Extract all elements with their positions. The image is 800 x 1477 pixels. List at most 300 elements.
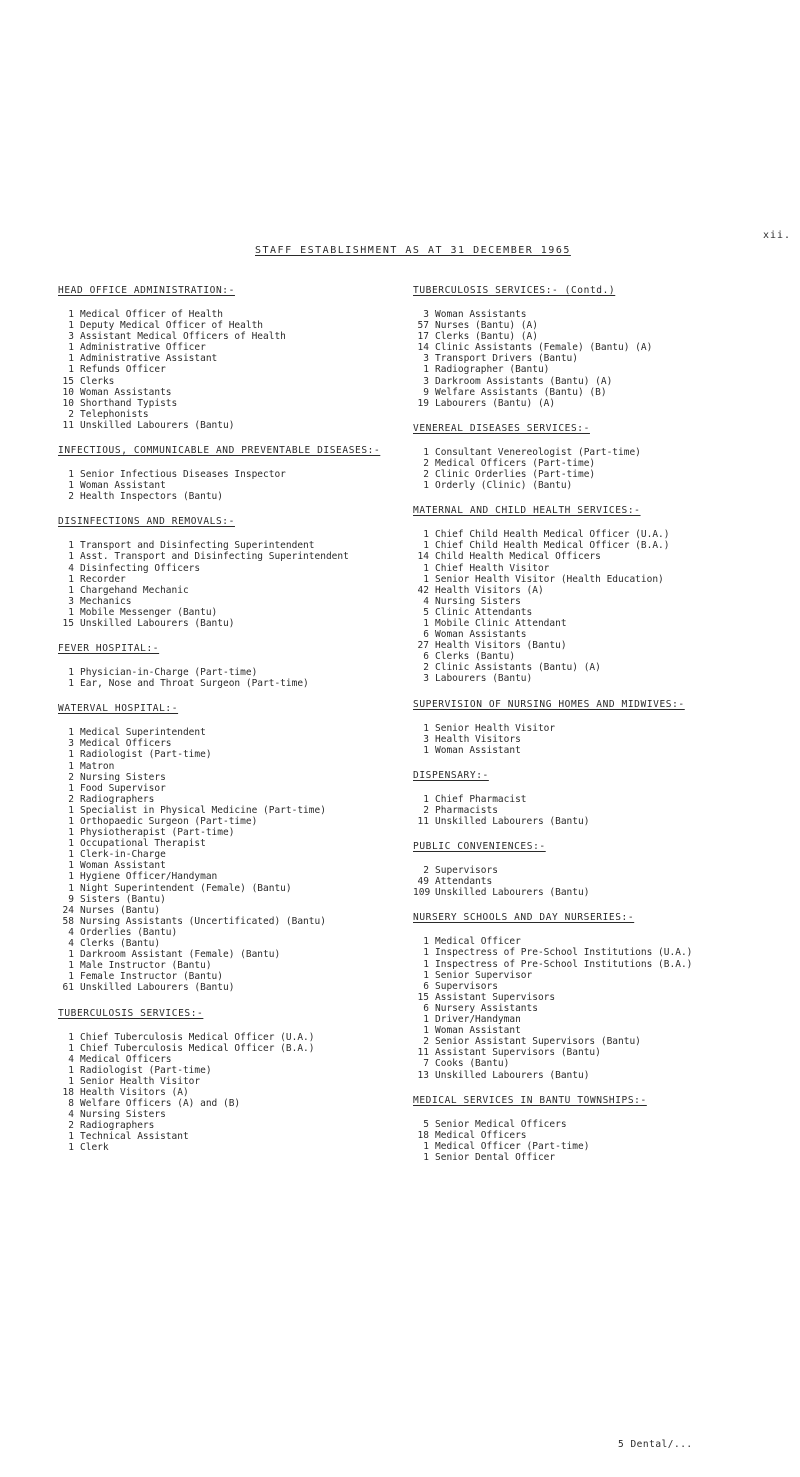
staff-position: Woman Assistant [435, 744, 521, 756]
staff-position: Driver/Handyman [435, 1014, 521, 1026]
staff-position: Orderly (Clinic) (Bantu) [435, 480, 573, 492]
staff-entry [58, 838, 408, 849]
staff-entry [413, 529, 798, 540]
staff-position: Darkroom Assistants (Bantu) (A) [435, 375, 613, 387]
staff-entry [413, 936, 798, 947]
staff-position: Health Visitors (Bantu) [435, 640, 567, 652]
staff-entry [58, 982, 408, 993]
staff-entry [58, 540, 408, 551]
staff-entry [58, 574, 408, 585]
staff-entry [58, 409, 408, 420]
staff-count: 1 [423, 722, 429, 734]
staff-entry [413, 794, 798, 805]
staff-position: Labourers (Bantu) [435, 673, 533, 685]
staff-position: Health Visitors [435, 733, 521, 745]
staff-entry [413, 1025, 798, 1036]
staff-position: Assistant Supervisors [435, 991, 556, 1003]
right-column [413, 285, 798, 1177]
staff-entry [58, 1032, 408, 1043]
staff-entry [58, 353, 408, 364]
staff-count: 1 [68, 1075, 74, 1087]
staff-count: 1 [68, 949, 74, 961]
staff-position: Senior Medical Officers [435, 1118, 567, 1130]
staff-position: Clinic Attendants [435, 606, 533, 618]
section-heading: INFECTIOUS, COMMUNICABLE AND PREVENTABLE DISEASES:- [58, 445, 381, 457]
staff-entry [413, 981, 798, 992]
staff-position: Chief Tuberculosis Medical Officer (U.A.) [80, 1031, 315, 1043]
staff-count: 3 [423, 375, 429, 387]
staff-entry [413, 1014, 798, 1025]
staff-count: 4 [68, 562, 74, 574]
staff-count: 2 [423, 1036, 429, 1048]
staff-entry [413, 723, 798, 734]
staff-entry [58, 678, 408, 689]
staff-entry [413, 1119, 798, 1130]
staff-count: 1 [68, 678, 74, 690]
staff-position: Unskilled Labourers (Bantu) [80, 419, 235, 431]
staff-count: 1 [423, 446, 429, 458]
staff-count: 1 [68, 871, 74, 883]
staff-entry [413, 342, 798, 353]
staff-entry [58, 364, 408, 375]
staff-entry [58, 827, 408, 838]
staff-entry [413, 673, 798, 684]
staff-position: Clerks (Bantu) [435, 651, 516, 663]
staff-count: 1 [423, 1025, 429, 1037]
staff-count: 1 [68, 364, 74, 376]
staff-count: 1 [68, 540, 74, 552]
staff-entry [413, 574, 798, 585]
staff-position: Medical Officers (Part-time) [435, 457, 596, 469]
staff-position: Supervisors [435, 865, 498, 877]
staff-position: Clerks (Bantu) (A) [435, 331, 538, 343]
staff-position: Deputy Medical Officer of Health [80, 320, 264, 332]
staff-entry [58, 1054, 408, 1065]
staff-entry [413, 662, 798, 673]
staff-count: 2 [423, 457, 429, 469]
staff-section [413, 285, 798, 409]
staff-entry [413, 876, 798, 887]
staff-entry [413, 1047, 798, 1058]
staff-position: Labourers (Bantu) (A) [435, 397, 556, 409]
staff-entry [413, 992, 798, 1003]
staff-position: Administrative Assistant [80, 353, 218, 365]
staff-count: 1 [423, 1014, 429, 1026]
staff-count: 1 [423, 364, 429, 376]
staff-position: Chief Child Health Medical Officer (U.A.) [435, 529, 670, 541]
staff-entry [413, 469, 798, 480]
staff-count: 1 [68, 960, 74, 972]
staff-entry [58, 1109, 408, 1120]
staff-entry [58, 480, 408, 491]
staff-position: Welfare Assistants (Bantu) (B) [435, 386, 607, 398]
staff-position: Chief Health Visitor [435, 562, 550, 574]
staff-section [58, 703, 408, 993]
staff-position: Clinic Assistants (Bantu) (A) [435, 662, 601, 674]
staff-position: Nursing Sisters [435, 595, 521, 607]
staff-count: 1 [423, 617, 429, 629]
staff-entry [413, 309, 798, 320]
staff-position: Cooks (Bantu) [435, 1058, 510, 1070]
staff-position: Unskilled Labourers (Bantu) [435, 887, 590, 899]
staff-count: 1 [68, 827, 74, 839]
staff-count: 27 [417, 640, 429, 652]
staff-position: Radiologist (Part-time) [80, 1064, 212, 1076]
staff-count: 5 [423, 606, 429, 618]
staff-count: 2 [68, 408, 74, 420]
left-column [58, 285, 408, 1168]
staff-count: 8 [68, 1098, 74, 1110]
staff-position: Clerk [80, 1142, 109, 1154]
staff-section [413, 505, 798, 684]
staff-position: Unskilled Labourers (Bantu) [80, 982, 235, 994]
staff-position: Radiologist (Part-time) [80, 749, 212, 761]
staff-position: Radiographer (Bantu) [435, 364, 550, 376]
staff-count: 4 [68, 926, 74, 938]
staff-entry [58, 667, 408, 678]
staff-entry [413, 364, 798, 375]
staff-position: Chief Tuberculosis Medical Officer (B.A.) [80, 1042, 315, 1054]
staff-position: Chargehand Mechanic [80, 584, 189, 596]
staff-entry [58, 376, 408, 387]
section-heading: HEAD OFFICE ADMINISTRATION:- [58, 285, 235, 296]
section-heading: DISINFECTIONS AND REMOVALS:- [58, 516, 235, 528]
staff-position: Child Health Medical Officers [435, 551, 601, 563]
staff-position: Night Superintendent (Female) (Bantu) [80, 882, 292, 894]
staff-count: 58 [62, 915, 74, 927]
staff-count: 18 [417, 1129, 429, 1141]
staff-position: Supervisors [435, 980, 498, 992]
staff-count: 19 [417, 397, 429, 409]
staff-count: 3 [68, 331, 74, 343]
staff-entry [58, 816, 408, 827]
staff-count: 1 [68, 782, 74, 794]
staff-entry [413, 805, 798, 816]
staff-entry [413, 816, 798, 827]
staff-entry [58, 342, 408, 353]
staff-count: 42 [417, 584, 429, 596]
staff-count: 1 [68, 860, 74, 872]
staff-count: 1 [68, 971, 74, 983]
staff-position: Technical Assistant [80, 1131, 189, 1143]
staff-position: Senior Assistant Supervisors (Bantu) [435, 1036, 641, 1048]
staff-count: 57 [417, 320, 429, 332]
staff-position: Nurses (Bantu) [80, 904, 161, 916]
staff-position: Senior Health Visitor [80, 1075, 201, 1087]
section-heading: TUBERCULOSIS SERVICES:- (Contd.) [413, 285, 616, 296]
staff-count: 10 [62, 397, 74, 409]
staff-count: 9 [68, 893, 74, 905]
staff-count: 5 [423, 1118, 429, 1130]
staff-position: Male Instructor (Bantu) [80, 960, 212, 972]
staff-entry [58, 949, 408, 960]
staff-entry [413, 607, 798, 618]
staff-count: 1 [68, 749, 74, 761]
section-heading: FEVER HOSPITAL:- [58, 643, 160, 655]
staff-count: 1 [68, 667, 74, 679]
staff-count: 3 [423, 673, 429, 685]
staff-count: 1 [68, 838, 74, 850]
staff-position: Clerks [80, 375, 115, 387]
staff-entry [58, 309, 408, 320]
staff-count: 1 [68, 804, 74, 816]
section-heading: DISPENSARY:- [413, 769, 489, 781]
staff-entry [58, 805, 408, 816]
staff-position: Darkroom Assistant (Female) (Bantu) [80, 949, 281, 961]
staff-count: 1 [68, 727, 74, 739]
staff-entry [413, 970, 798, 981]
staff-count: 4 [423, 595, 429, 607]
staff-entry [58, 772, 408, 783]
staff-count: 1 [423, 793, 429, 805]
staff-entry [58, 794, 408, 805]
staff-position: Consultant Venereologist (Part-time) [435, 446, 641, 458]
staff-count: 2 [68, 771, 74, 783]
staff-position: Occupational Therapist [80, 838, 206, 850]
staff-entry [58, 938, 408, 949]
staff-position: Hygiene Officer/Handyman [80, 871, 218, 883]
staff-section [413, 699, 798, 756]
staff-position: Woman Assistant [80, 480, 166, 492]
staff-count: 1 [68, 1142, 74, 1154]
staff-position: Clinic Orderlies (Part-time) [435, 469, 596, 481]
staff-entry [413, 618, 798, 629]
staff-entry [58, 551, 408, 562]
staff-position: Senior Dental Officer [435, 1151, 556, 1163]
staff-position: Ear, Nose and Throat Surgeon (Part-time) [80, 678, 309, 690]
staff-position: Unskilled Labourers (Bantu) [435, 816, 590, 827]
staff-position: Telephonists [80, 408, 149, 420]
staff-count: 1 [423, 529, 429, 541]
staff-count: 6 [423, 980, 429, 992]
staff-entry [58, 727, 408, 738]
staff-entry [58, 1142, 408, 1153]
staff-entry [58, 849, 408, 860]
staff-count: 15 [62, 375, 74, 387]
staff-count: 1 [68, 606, 74, 618]
staff-entry [58, 398, 408, 409]
staff-position: Inspectress of Pre-School Institutions (U.A.) [435, 947, 693, 959]
staff-count: 18 [62, 1086, 74, 1098]
staff-position: Woman Assistant [80, 860, 166, 872]
staff-count: 15 [62, 617, 74, 629]
staff-count: 2 [68, 491, 74, 503]
staff-entry [58, 860, 408, 871]
staff-position: Woman Assistant [435, 1025, 521, 1037]
staff-section [413, 1095, 798, 1163]
staff-position: Unskilled Labourers (Bantu) [80, 617, 235, 629]
staff-count: 14 [417, 551, 429, 563]
staff-entry [58, 1098, 408, 1109]
staff-entry [58, 1076, 408, 1087]
staff-entry [413, 1003, 798, 1014]
staff-position: Food Supervisor [80, 782, 166, 794]
staff-entry [58, 331, 408, 342]
staff-position: Physiotherapist (Part-time) [80, 827, 235, 839]
staff-position: Nursing Sisters [80, 771, 166, 783]
staff-count: 1 [68, 1031, 74, 1043]
staff-count: 1 [68, 816, 74, 827]
staff-position: Medical Officers [435, 1129, 527, 1141]
section-heading: MEDICAL SERVICES IN BANTU TOWNSHIPS:- [413, 1094, 647, 1106]
staff-count: 13 [417, 1069, 429, 1081]
staff-count: 1 [68, 320, 74, 332]
staff-entry [58, 607, 408, 618]
staff-entry [413, 1070, 798, 1081]
staff-position: Radiographers [80, 793, 155, 805]
staff-position: Assistant Medical Officers of Health [80, 331, 286, 343]
staff-count: 10 [62, 386, 74, 398]
staff-position: Pharmacists [435, 804, 498, 816]
staff-entry [413, 540, 798, 551]
staff-position: Orderlies (Bantu) [80, 926, 178, 938]
staff-entry [413, 1058, 798, 1069]
staff-position: Senior Infectious Diseases Inspector [80, 469, 286, 481]
staff-count: 61 [62, 982, 74, 994]
staff-count: 1 [68, 342, 74, 354]
staff-position: Welfare Officers (A) and (B) [80, 1098, 241, 1110]
staff-count: 1 [423, 958, 429, 970]
staff-position: Female Instructor (Bantu) [80, 971, 223, 983]
staff-count: 1 [68, 882, 74, 894]
staff-entry [58, 469, 408, 480]
staff-position: Senior Health Visitor (Health Education) [435, 573, 664, 585]
staff-section [413, 423, 798, 491]
staff-position: Administrative Officer [80, 342, 206, 354]
staff-entry [58, 596, 408, 607]
staff-count: 7 [423, 1058, 429, 1070]
staff-position: Health Inspectors (Bantu) [80, 491, 223, 503]
staff-entry [413, 480, 798, 491]
section-heading: WATERVAL HOSPITAL:- [58, 703, 179, 715]
staff-position: Medical Officer [435, 936, 521, 948]
staff-position: Mechanics [80, 595, 132, 607]
staff-count: 6 [423, 629, 429, 641]
staff-position: Chief Pharmacist [435, 793, 527, 805]
staff-position: Transport and Disinfecting Superintendent [80, 540, 315, 552]
staff-entry [58, 894, 408, 905]
staff-entry [58, 491, 408, 502]
staff-entry [58, 563, 408, 574]
staff-entry [58, 1087, 408, 1098]
staff-position: Clerk-in-Charge [80, 849, 166, 861]
staff-entry [58, 871, 408, 882]
staff-count: 3 [423, 309, 429, 320]
staff-count: 1 [423, 562, 429, 574]
staff-count: 1 [68, 480, 74, 492]
staff-entry [58, 883, 408, 894]
staff-entry [58, 420, 408, 431]
staff-count: 1 [68, 849, 74, 861]
staff-entry [58, 1131, 408, 1142]
staff-entry [58, 618, 408, 629]
staff-entry [58, 783, 408, 794]
continuation-note: 5 Dental/... [618, 1439, 693, 1450]
page-title: STAFF ESTABLISHMENT AS AT 31 DECEMBER 1965 [255, 245, 571, 256]
staff-entry [58, 387, 408, 398]
staff-entry [58, 905, 408, 916]
staff-entry [413, 640, 798, 651]
staff-count: 2 [423, 865, 429, 877]
staff-count: 2 [68, 1120, 74, 1132]
staff-count: 1 [423, 969, 429, 981]
staff-position: Matron [80, 760, 115, 772]
staff-entry [58, 916, 408, 927]
staff-entry [58, 585, 408, 596]
staff-entry [58, 960, 408, 971]
staff-count: 2 [68, 793, 74, 805]
staff-count: 1 [423, 1151, 429, 1163]
staff-section [413, 841, 798, 898]
staff-position: Disinfecting Officers [80, 562, 201, 574]
staff-count: 1 [68, 353, 74, 365]
staff-position: Assistant Supervisors (Bantu) [435, 1047, 601, 1059]
staff-count: 1 [423, 744, 429, 756]
staff-position: Refunds Officer [80, 364, 166, 376]
staff-entry [413, 398, 798, 409]
staff-count: 3 [423, 733, 429, 745]
staff-entry [58, 1043, 408, 1054]
staff-count: 2 [423, 662, 429, 674]
staff-position: Woman Assistants [435, 629, 527, 641]
section-heading: PUBLIC CONVENIENCES:- [413, 841, 546, 853]
staff-count: 14 [417, 342, 429, 354]
staff-entry [58, 761, 408, 772]
staff-position: Senior Health Visitor [435, 722, 556, 734]
staff-position: Physician-in-Charge (Part-time) [80, 667, 258, 679]
staff-position: Asst. Transport and Disinfecting Superintendent [80, 551, 349, 563]
staff-count: 11 [62, 419, 74, 431]
staff-count: 6 [423, 1002, 429, 1014]
staff-count: 3 [68, 595, 74, 607]
staff-count: 1 [423, 480, 429, 492]
staff-count: 1 [68, 584, 74, 596]
staff-count: 4 [68, 1053, 74, 1065]
section-heading: MATERNAL AND CHILD HEALTH SERVICES:- [413, 505, 641, 517]
staff-count: 24 [62, 904, 74, 916]
staff-position: Nursery Assistants [435, 1002, 538, 1014]
staff-count: 2 [423, 469, 429, 481]
staff-entry [413, 1130, 798, 1141]
staff-position: Attendants [435, 876, 493, 888]
staff-position: Woman Assistants [435, 309, 527, 320]
staff-entry [413, 865, 798, 876]
staff-count: 11 [417, 816, 429, 827]
page-number: xii. [763, 230, 792, 241]
staff-entry [413, 596, 798, 607]
staff-position: Chief Child Health Medical Officer (B.A.) [435, 540, 670, 552]
staff-count: 11 [417, 1047, 429, 1059]
staff-position: Nursing Assistants (Uncertificated) (Bantu) [80, 915, 326, 927]
staff-position: Mobile Messenger (Bantu) [80, 606, 218, 618]
staff-count: 1 [68, 760, 74, 772]
staff-count: 15 [417, 991, 429, 1003]
staff-position: Woman Assistants [80, 386, 172, 398]
staff-count: 1 [423, 540, 429, 552]
staff-entry [413, 745, 798, 756]
staff-count: 1 [423, 573, 429, 585]
staff-entry [413, 551, 798, 562]
staff-position: Unskilled Labourers (Bantu) [435, 1069, 590, 1081]
staff-count: 1 [68, 573, 74, 585]
staff-entry [58, 1120, 408, 1131]
staff-position: Recorder [80, 573, 126, 585]
staff-count: 1 [68, 1131, 74, 1143]
section-heading: TUBERCULOSIS SERVICES:- [58, 1007, 204, 1019]
section-heading: SUPERVISION OF NURSING HOMES AND MIDWIVES:- [413, 698, 685, 710]
staff-position: Mobile Clinic Attendant [435, 617, 567, 629]
staff-position: Medical Officer (Part-time) [435, 1140, 590, 1152]
